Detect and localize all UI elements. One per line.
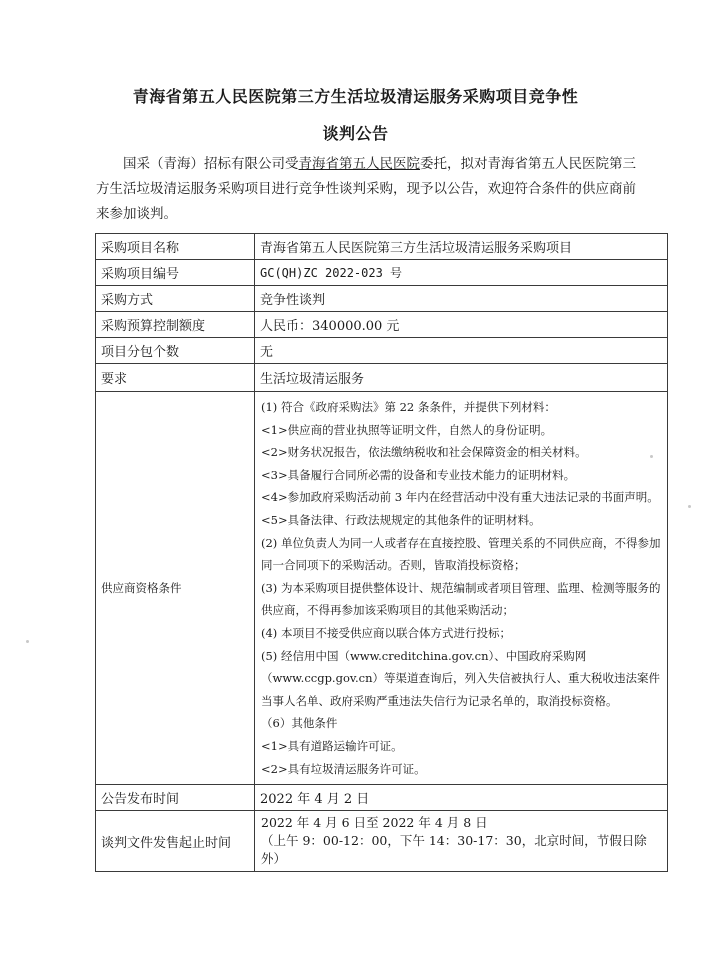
intro-client-name: 青海省第五人民医院 bbox=[298, 156, 420, 172]
table-row bbox=[96, 312, 668, 338]
qualification-line: (1) 符合《政府采购法》第 22 条条件，并提供下列材料： bbox=[261, 400, 556, 414]
table-row bbox=[96, 286, 668, 312]
scan-speck bbox=[26, 640, 29, 643]
qualification-line: <5>具备法律、行政法规规定的其他条件的证明材料。 bbox=[261, 512, 541, 527]
table-row-sale-period bbox=[96, 811, 668, 872]
qualification-line: <1>具有道路运输许可证。 bbox=[261, 738, 403, 753]
row-key-requirement: 要求 bbox=[96, 364, 255, 392]
row-value-project-name: 青海省第五人民医院第三方生活垃圾清运服务采购项目 bbox=[255, 234, 668, 260]
row-value-sale-period bbox=[255, 811, 668, 872]
intro-paragraph bbox=[96, 152, 636, 227]
sale-period-hours: （上午 9：00-12：00，下午 14：30-17：30，北京时间，节假日除外） bbox=[261, 833, 647, 867]
document-title-line1: 青海省第五人民医院第三方生活垃圾清运服务采购项目竞争性 bbox=[132, 87, 579, 106]
qualification-line: (2) 单位负责人为同一人或者存在直接控股、管理关系的不同供应商，不得参加同一合同项下的采购活动。否则，皆取消投标资格； bbox=[261, 535, 661, 573]
row-value-qualification bbox=[255, 392, 668, 785]
row-key-sale-period: 谈判文件发售起止时间 bbox=[96, 811, 255, 872]
intro-suffix: 委托，拟对青海省第五人民医院第三方生活垃圾清运服务采购项目进行竞争性谈判采购，现予以公告，欢迎符合条件的供应商前来参加谈判。 bbox=[96, 156, 636, 222]
qualification-line: (3) 为本采购项目提供整体设计、规范编制或者项目管理、监理、检测等服务的供应商，不得再参加该采购项目的其他采购活动； bbox=[261, 580, 661, 618]
row-key-qualification: 供应商资格条件 bbox=[96, 392, 255, 785]
qualification-line: (4) 本项目不接受供应商以联合体方式进行投标； bbox=[261, 625, 511, 640]
scan-speck bbox=[650, 455, 653, 458]
qualification-line: <2>财务状况报告，依法缴纳税收和社会保障资金的相关材料。 bbox=[261, 445, 587, 460]
announcement-table bbox=[95, 233, 668, 872]
row-value-requirement: 生活垃圾清运服务 bbox=[255, 364, 668, 392]
row-key-publish-time: 公告发布时间 bbox=[96, 785, 255, 811]
row-key-project-number: 采购项目编号 bbox=[96, 260, 255, 286]
table-row bbox=[96, 785, 668, 811]
row-key-project-name: 采购项目名称 bbox=[96, 234, 255, 260]
row-key-procurement-method: 采购方式 bbox=[96, 286, 255, 312]
table-row bbox=[96, 234, 668, 260]
intro-prefix: 国采（青海）招标有限公司受 bbox=[123, 156, 299, 172]
row-value-budget: 人民币：340000.00 元 bbox=[255, 312, 668, 338]
qualification-line: （6）其他条件 bbox=[261, 716, 338, 731]
row-value-procurement-method: 竞争性谈判 bbox=[255, 286, 668, 312]
sale-period-dates: 2022 年 4 月 6 日至 2022 年 4 月 8 日 bbox=[261, 815, 488, 831]
table-row-qualification bbox=[96, 392, 668, 785]
qualification-line: (5) 经信用中国（www.creditchina.gov.cn）、中国政府采购网（www.ccgp.gov.cn）等渠道查询后，列入失信被执行人、重大税收违法案件当事人名单、政府采购严重违法失信行为记录名单的，取消投标资格。 bbox=[261, 648, 660, 708]
row-value-publish-time: 2022 年 4 月 2 日 bbox=[255, 785, 668, 811]
row-value-lots: 无 bbox=[255, 338, 668, 364]
row-value-project-number: GC(QH)ZC 2022-023 号 bbox=[255, 260, 668, 286]
qualification-line: <3>具备履行合同所必需的设备和专业技术能力的证明材料。 bbox=[261, 467, 576, 482]
qualification-line: <4>参加政府采购活动前 3 年内在经营活动中没有重大违法记录的书面声明。 bbox=[261, 490, 659, 505]
table-row bbox=[96, 364, 668, 392]
qualification-line: <2>具有垃圾清运服务许可证。 bbox=[261, 761, 426, 776]
document-title-line2: 谈判公告 bbox=[322, 124, 389, 143]
table-row bbox=[96, 338, 668, 364]
scan-speck bbox=[688, 505, 691, 508]
row-key-lots: 项目分包个数 bbox=[96, 338, 255, 364]
row-key-budget: 采购预算控制额度 bbox=[96, 312, 255, 338]
table-row bbox=[96, 260, 668, 286]
qualification-line: <1>供应商的营业执照等证明文件，自然人的身份证明。 bbox=[261, 422, 553, 437]
